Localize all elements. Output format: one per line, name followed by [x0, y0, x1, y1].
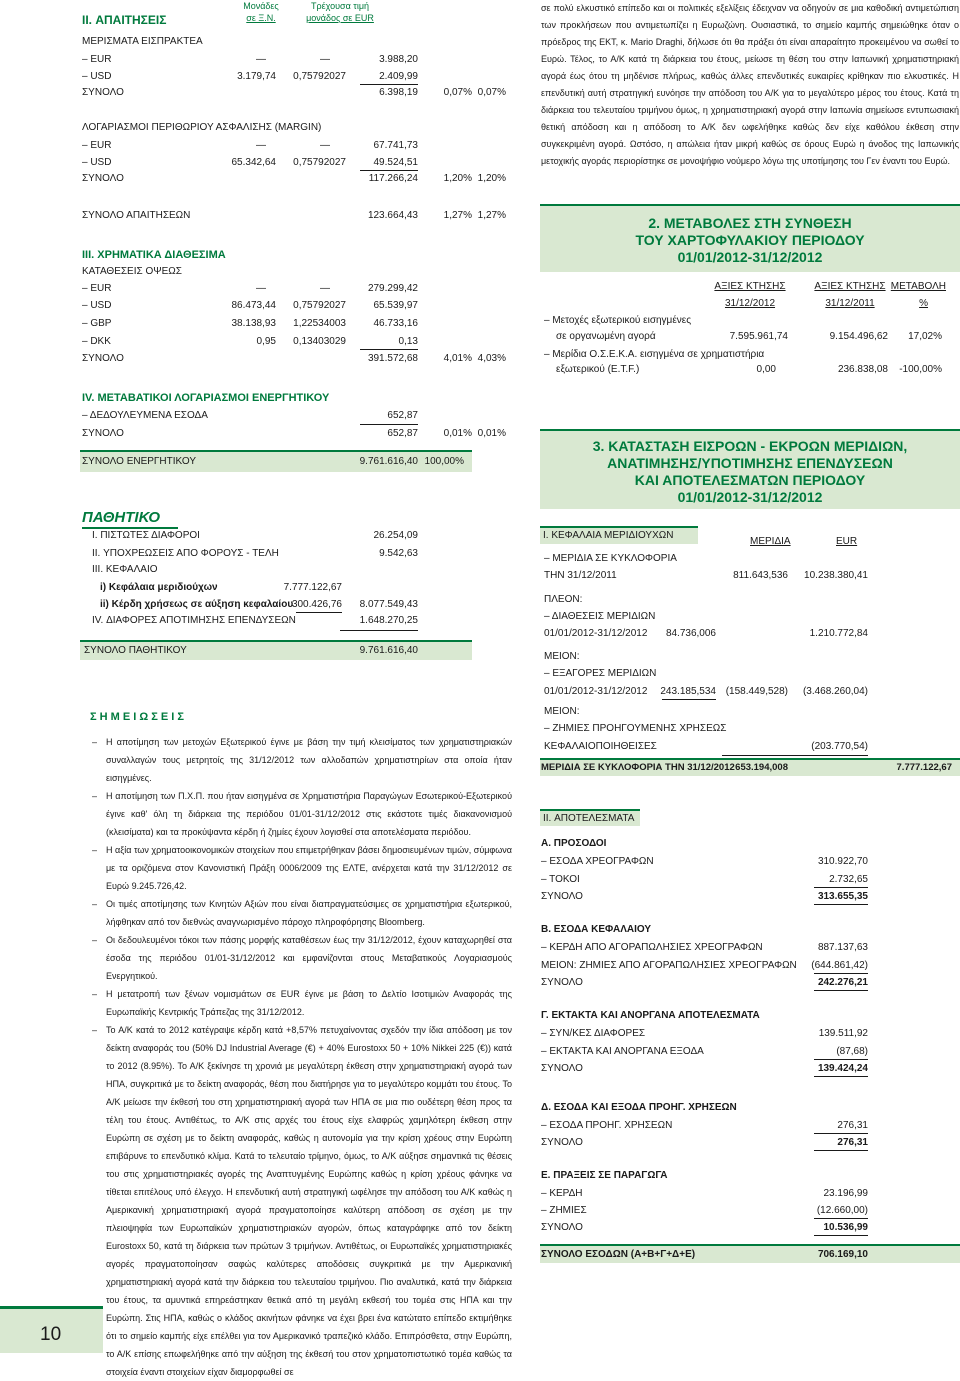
liab-iii-i-label: i) Κεφάλαια μεριδιούχων	[100, 582, 218, 593]
cell-price: 0,75792027	[293, 157, 346, 168]
liabilities-underline	[82, 527, 178, 529]
total-assets-label: ΣΥΝΟΛΟ ΕΝΕΡΓΗΤΙΚΟΥ	[82, 456, 197, 467]
cell-value: 2.732,65	[829, 874, 868, 885]
row-label: – EUR	[82, 54, 112, 65]
cell-value: 652,87	[387, 410, 418, 421]
row-label: ΠΛΕΟΝ:	[544, 594, 583, 605]
underline	[296, 612, 342, 613]
notes-title: Σ Η Μ Ε Ι Ω Σ Ε Ι Σ	[90, 711, 185, 723]
results-heading: Α. ΠΡΟΣΟΔΟΙ	[541, 838, 607, 849]
row-label: – Μερίδια Ο.Σ.Ε.Κ.Α. εισηγμένα σε χρηματιστήρια	[544, 349, 765, 360]
underline	[814, 1218, 868, 1219]
row-label: ΣΥΝΟΛΟ	[82, 87, 124, 98]
cell-pct: 0,01%	[477, 428, 506, 439]
final-shares-eur: 7.777.122,67	[896, 762, 952, 773]
band-top-line	[80, 450, 472, 452]
band-top-line	[80, 640, 472, 642]
note-item: – Η μετατροπή των ξένων νομισμάτων σε EUR έγινε με βάση το Δελτίο Ισοτιμιών Αναφοράς της Ευρωπαϊκής Κεντρικής Τράπεζας της 31/12/2012.	[92, 985, 512, 1021]
liab-iv-label: IV. ΔΙΑΦΟΡΕΣ ΑΠΟΤΙΜΗΣΗΣ ΕΠΕΝΔΥΣΕΩΝ	[92, 615, 296, 626]
row-label: ΣΥΝΟΛΟ	[82, 353, 124, 364]
cell-value: 117.266,24	[368, 173, 418, 184]
cell-price: 1,22534003	[293, 318, 346, 329]
cell-pct: 1,27%	[477, 210, 506, 221]
cell-value: 310.922,70	[817, 856, 868, 867]
cell-value: 8.077.549,43	[359, 599, 418, 610]
section3-title: 3. ΚΑΤΑΣΤΑΣΗ ΕΙΣΡΟΩΝ - ΕΚΡΟΩΝ ΜΕΡΙΔΙΩΝ, ΑΝΑΤΙΜΗΣΗΣ/ΥΠΟΤΙΜΗΣΗΣ ΕΠΕΝΔΥΣΕΩΝ ΚΑΙ ΑΠΟΤΕΛΕΣΜΑΤΩΝ ΠΕΡΙΟΔΟΥ 01/01/2012-31/12/2012	[592, 438, 908, 505]
cell-value: 26.254,09	[373, 530, 418, 541]
band-top-line	[540, 758, 960, 760]
cell-value: 46.733,16	[373, 318, 418, 329]
underline	[814, 1150, 868, 1151]
cell-pct: 1,27%	[443, 210, 472, 221]
cell-price: —	[320, 54, 330, 65]
row-label: – ΔΕΔΟΥΛΕΥΜΕΝΑ ΕΣΟΔΑ	[82, 410, 208, 421]
cell-value: (87,68)	[836, 1046, 868, 1057]
results-heading: Δ. ΕΣΟΔΑ ΚΑΙ ΕΞΟΔΑ ΠΡΟΗΓ. ΧΡΗΣΕΩΝ	[541, 1102, 737, 1113]
cell-pct: 1,20%	[477, 173, 506, 184]
row-label: – GBP	[82, 318, 112, 329]
band-top-line	[540, 526, 698, 528]
row-label: ΣΥΝΟΛΟ	[82, 173, 124, 184]
cell-value: (158.449,528)	[725, 686, 788, 697]
underline	[360, 170, 418, 171]
grand-total-label: ΣΥΝΟΛΟ ΕΣΟΔΩΝ (Α+Β+Γ+Δ+Ε)	[541, 1249, 696, 1260]
row-label: ΜΕΙΟΝ: ΖΗΜΙΕΣ ΑΠΟ ΑΓΟΡΑΠΩΛΗΣΙΕΣ ΧΡΕΟΓΡΑΦΩΝ	[541, 960, 797, 971]
underline	[814, 1235, 868, 1236]
cell-pct: 0,07%	[443, 87, 472, 98]
total-liabilities-value: 9.761.616,40	[359, 645, 418, 656]
cell-total: 313.655,35	[817, 891, 868, 902]
cell-pct: 0,01%	[443, 428, 472, 439]
note-item: – Η αποτίμηση των Π.Χ.Π. που ήταν εισηγμένα σε Χρηματιστήρια Παραγώγων Εσωτερικού-Εξωτερικού έγινε καθ' όλη τη διάρκεια της περιόδου 01/01-31/12/2012 στις εκάστοτε τιμές διακανονισμού (κλεισίματα) και τα προκύψαντα κέρδη ή ζημίες έχουν λογισθεί στα αποτελέσματα περιόδου.	[92, 787, 512, 841]
cell-value: 0,13	[398, 336, 418, 347]
cell-value: 300.426,76	[291, 599, 342, 610]
liab-iii-label: III. ΚΕΦΑΛΑΙΟ	[92, 564, 158, 575]
cell-total: 242.276,21	[817, 977, 868, 988]
row-label: σε οργανωμένη αγορά	[556, 331, 656, 342]
liab-iii-ii-label: ii) Κέρδη χρήσεως σε αύξηση κεφαλαίου	[100, 599, 294, 610]
col-head-cost-2012: ΑΞΙΕΣ ΚΤΗΣΗΣ	[714, 281, 786, 292]
page-number: 10	[40, 1324, 62, 1345]
cell-price: —	[320, 140, 330, 151]
cell-value: 276,31	[837, 1120, 868, 1131]
row-label: – ΖΗΜΙΕΣ	[541, 1205, 587, 1216]
row-label: ΚΕΦΑΛΑΙΟΠΟΙΗΘΕΙΣΕΣ	[544, 741, 657, 752]
row-label: ΣΥΝΟΛΟ	[541, 1063, 583, 1074]
cell-price: —	[320, 283, 330, 294]
underline	[360, 84, 418, 85]
note-item: – Η αξία των χρηματοοικονομικών στοιχείων που επιμετρήθηκαν βάσει δημοσιευμένων τιμών, σύμφωνα με τα οριζόμενα στον Κανονιστική Πράξη 0006/2009 της ΕΛΤΕ, ανέρχεται κατά την 31/12/2012 σε Ευρώ 9.245.726,42.	[92, 841, 512, 895]
col-units-header: Μονάδες σε Ξ.Ν.	[243, 1, 279, 23]
band-top-line	[540, 429, 960, 431]
underline	[814, 1076, 868, 1077]
row-label: ΜΕΙΟΝ:	[544, 651, 580, 662]
cell-value: 279.299,42	[367, 283, 418, 294]
cell-value: 391.572,68	[367, 353, 418, 364]
underline	[360, 424, 418, 425]
row-label-total-receivables: ΣΥΝΟΛΟ ΑΠΑΙΤΗΣΕΩΝ	[82, 210, 191, 221]
band-top-line	[540, 809, 640, 811]
underline	[360, 349, 418, 350]
liab-i-label: I. ΠΙΣΤΩΤΕΣ ΔΙΑΦΟΡΟΙ	[92, 530, 200, 541]
cell-value: 139.511,92	[818, 1028, 868, 1039]
underline	[814, 990, 868, 991]
cell-value: 887.137,63	[817, 942, 868, 953]
cell-value: 67.741,73	[373, 140, 418, 151]
cell-value: (203.770,54)	[811, 741, 868, 752]
row-label: – ΕΚΤΑΚΤΑ ΚΑΙ ΑΝΟΡΓΑΝΑ ΕΞΟΔΑ	[541, 1046, 704, 1057]
underline	[722, 755, 868, 756]
cell-value: 7.595.961,74	[729, 331, 788, 342]
cell-units: 3.179,74	[237, 71, 276, 82]
band-top-line	[540, 1244, 960, 1246]
row-label: – ΣΥΝ/ΚΕΣ ΔΙΑΦΟΡΕΣ	[541, 1028, 646, 1039]
cell-value: 6.398,19	[379, 87, 418, 98]
row-label: – ΚΕΡΔΗ ΑΠΟ ΑΓΟΡΑΠΩΛΗΣΙΕΣ ΧΡΕΟΓΡΑΦΩΝ	[541, 942, 763, 953]
cell-price: 0,13403029	[293, 336, 346, 347]
row-label: ΣΥΝΟΛΟ	[541, 891, 583, 902]
row-label: – ΕΣΟΔΑ ΧΡΕΟΓΡΑΦΩΝ	[541, 856, 654, 867]
row-label: ΜΕΙΟΝ:	[544, 706, 580, 717]
col-head-units: ΜΕΡΙΔΙΑ	[750, 536, 791, 547]
cell-price: 0,75792027	[293, 71, 346, 82]
grand-total-value: 706.169,10	[817, 1249, 868, 1260]
cell-value: 236.838,08	[837, 364, 888, 375]
cell-units: 65.342,64	[231, 157, 276, 168]
col-date: 31/12/2011	[825, 298, 875, 309]
results-heading: Ε. ΠΡΑΞΕΙΣ ΣΕ ΠΑΡΑΓΩΓΑ	[541, 1170, 668, 1181]
cell-value: 1.648.270,25	[359, 615, 418, 626]
cell-value: 0,00	[756, 364, 776, 375]
col-price-header: Τρέχουσα τιμή μονάδος σε EUR	[306, 1, 374, 23]
cell-total: 139.424,24	[817, 1063, 868, 1074]
row-label: – USD	[82, 71, 112, 82]
row-label: ΣΥΝΟΛΟ	[541, 1222, 583, 1233]
cell-units: 38.138,93	[231, 318, 276, 329]
cell-price: 0,75792027	[293, 300, 346, 311]
cell-units: —	[256, 54, 266, 65]
row-label: – ΔΙΑΘΕΣΕΙΣ ΜΕΡΙΔΙΩΝ	[544, 611, 656, 622]
underline	[662, 699, 716, 700]
cell-value: 2.409,99	[379, 71, 418, 82]
row-label: – ΜΕΡΙΔΙΑ ΣΕ ΚΥΚΛΟΦΟΡΙΑ	[544, 553, 677, 564]
col-date: 31/12/2012	[724, 298, 776, 309]
total-assets-pct: 100,00%	[424, 456, 464, 467]
cell-value: -100,00%	[899, 364, 942, 375]
section-title-cash: III. ΧΡΗΜΑΤΙΚΑ ΔΙΑΘΕΣΙΜΑ	[82, 249, 226, 261]
row-label: – EUR	[82, 140, 112, 151]
total-assets-value: 9.761.616,40	[359, 456, 418, 467]
cell-value: 652,87	[387, 428, 418, 439]
subheading-dividends: ΜΕΡΙΣΜΑΤΑ ΕΙΣΠΡΑΚΤΕΑ	[82, 36, 203, 47]
cell-pct: 0,07%	[477, 87, 506, 98]
cell-value: (12.660,00)	[816, 1205, 868, 1216]
row-label: ΤΗΝ 31/12/2011	[544, 570, 617, 581]
underline	[814, 904, 868, 905]
row-label: – ΕΣΟΔΑ ΠΡΟΗΓ. ΧΡΗΣΕΩΝ	[541, 1120, 673, 1131]
row-label: – Μετοχές εξωτερικού εισηγμένες	[544, 315, 692, 326]
liab-ii-label: II. ΥΠΟΧΡΕΩΣΕΙΣ ΑΠΟ ΦΟΡΟΥΣ - ΤΕΛΗ	[92, 548, 279, 559]
cell-units: 86.473,44	[231, 300, 276, 311]
cell-pct: 4,03%	[477, 353, 506, 364]
row-label: – ΚΕΡΔΗ	[541, 1188, 583, 1199]
results-heading: Β. ΕΣΟΔΑ ΚΕΦΑΛΑΙΟΥ	[541, 924, 652, 935]
section-title-receivables: II. ΑΠΑΙΤΗΣΕΙΣ	[82, 13, 167, 27]
note-item: – Οι τιμές αποτίμησης των Κινητών Αξιών που είναι διαπραγματεύσιμες σε χρηματιστήρια εξωτερικού, λήφθηκαν από τον διεθνώς αναγνωρισμένο πάροχο πληροφόρησης Bloomberg.	[92, 895, 512, 931]
row-label: – USD	[82, 300, 112, 311]
row-label: – DKK	[82, 336, 111, 347]
col-date: %	[919, 298, 928, 309]
cell-value: (644.861,42)	[811, 960, 868, 971]
results-title: II. ΑΠΟΤΕΛΕΣΜΑΤΑ	[543, 813, 635, 824]
note-item: – Το Α/Κ κατά το 2012 κατέγραψε κέρδη κατά +8,57% πετυχαίνοντας σχεδόν την ίδια απόδοση με τον δείκτη αναφοράς του (50% DJ Industrial Average (€) + 40% Eurostoxx 50 + 10% Nikkei 225 (€)) κατά το 2012 (8.95%). Το Α/Κ ξεκίνησε τη χρονιά με μεγαλύτερη έκθεση στην χρηματιστηριακή αγορά των ΗΠΑ, συγκριτικά με το δείκτη αναφοράς, θέση που διατήρησε για το μεγαλύτερο κομμάτι του έτους. Το Α/Κ μείωσε την έκθεσή του στη χρηματιστηριακή αγορά των ΗΠΑ σε μια πιο ουδέτερη θέση προς τα τέλη του έτους. Αντιθέτως, το Α/Κ στις αρχές του έτους είχε ελαφρώς χαμηλότερη έκθεση στην Ευρώπη σε σχέση με το δείκτη αναφοράς, καθώς η αυτονομία για την κρίση χρέους στην Ευρώπη επιβάρυνε το επενδυτικό κλίμα. Κατά το τελευταίο τρίμηνο, όμως, το Α/Κ αύξησε σημαντικά τις θέσεις του στις χρηματιστηριακές αγορές της Αναπτυγμένης Ευρώπης καθώς η κρίση χρέους φάνηκε να τίθεται επιτέλους υπό έλεγχο. Η επενδυτική αυτή στρατηγική ωφέλησε την απόδοση του Α/Κ καθώς η Αμερικανική χρηματιστηριακή αγορά πραγματοποίησε καλύτερη απόδοση σε σχέση με την πλειοψηφία των Ευρωπαϊκών χρηματιστηριακών αγορών, όπως καταγράφηκε από τον δείκτη Eurostoxx 50, κατά τη διάρκεια των πρώτων 3 τριμήνων. Αντιθέτως, οι Ευρωπαϊκές χρηματιστηριακές αγορές πραγματοποίησαν σαφώς καλύτερες αποδόσεις συγκριτικά με την Αμερικανική χρηματιστηριακή αγορά κατά την διάρκεια του τελευταίου τριμήνου. Πιο αναλυτικά, κατά την διάρκεια του έτους, τα αμυντικά επηρεάστηκαν θετικά από τη μεγάλη εκθεσή του τομέα στις ΗΠΑ και την Ευρώπη. Στις ΗΠΑ, καθώς ο κλάδος ακινήτων φάνηκε να έχει βρει ένα κατώτατο επίπεδο εκτιμήθηκε ότι το σημείο καμπής είχε επέλθει για τον Αμερικανικό τραπεζικό κλάδο. Επιπρόσθετα, στην Ευρώπη, το Α/Κ επίσης επωφελήθηκε από την αύξηση της έκθεσή του στον χρηματοπιστωτικό τομέα καθώς τα στοιχεία έναντι στοιχείων είχαν διαμορφωθεί σε	[92, 1021, 512, 1381]
cell-value: 3.988,20	[379, 54, 418, 65]
note-item: – Οι δεδουλευμένοι τόκοι των πάσης μορφής καταθέσεων έως την 31/12/2012, έχουν καταχωρηθεί στα έσοδα της περιόδου 01/01-31/12/2012 και εμφανίζονται στους Μεταβατικούς Λογαριασμούς Ενεργητικού.	[92, 931, 512, 985]
cell-value: 65.539,97	[373, 300, 418, 311]
cell-value: 7.777.122,67	[283, 582, 342, 593]
final-shares-label: ΜΕΡΙΔΙΑ ΣΕ ΚΥΚΛΟΦΟΡΙΑ ΤΗΝ 31/12/2012	[541, 762, 735, 773]
cell-value: 9.154.496,62	[829, 331, 888, 342]
col-head-change: ΜΕΤΑΒΟΛΗ	[890, 281, 946, 292]
row-label: ΣΥΝΟΛΟ	[82, 428, 124, 439]
underline	[814, 1059, 868, 1060]
cell-pct: 1,20%	[443, 173, 472, 184]
underline	[814, 887, 868, 888]
cell-value: 10.238.380,41	[804, 570, 868, 581]
cell-pct: 4,01%	[443, 353, 472, 364]
row-label: – ΕΞΑΓΟΡΕΣ ΜΕΡΙΔΙΩΝ	[544, 668, 657, 679]
cell-units: 0,95	[256, 336, 276, 347]
row-label: – ΖΗΜΙΕΣ ΠΡΟΗΓΟΥΜΕΝΗΣ ΧΡΗΣΕΩΣ	[544, 723, 727, 734]
notes-list	[92, 733, 512, 1381]
cell-value: (3.468.260,04)	[802, 686, 868, 697]
total-liabilities-label: ΣΥΝΟΛΟ ΠΑΘΗΤΙΚΟΥ	[84, 645, 187, 656]
subheading-margin: ΛΟΓΑΡΙΑΣΜΟΙ ΠΕΡΙΘΩΡΙΟΥ ΑΣΦΑΛΙΣΗΣ (MARGIN)	[82, 122, 322, 133]
underline	[340, 630, 418, 631]
cell-value: 17,02%	[908, 331, 942, 342]
cell-units: —	[256, 140, 266, 151]
cell-total: 10.536,99	[823, 1222, 868, 1233]
cell-value: 23.196,99	[823, 1188, 868, 1199]
cell-value: 9.542,63	[379, 548, 418, 559]
underline	[814, 1133, 868, 1134]
results-heading: Γ. ΕΚΤΑΚΤΑ ΚΑΙ ΑΝΟΡΓΑΝΑ ΑΠΟΤΕΛΕΣΜΑΤΑ	[541, 1010, 760, 1021]
section2-title: 2. ΜΕΤΑΒΟΛΕΣ ΣΤΗ ΣΥΝΘΕΣΗ ΤΟΥ ΧΑΡΤΟΦΥΛΑΚΙΟΥ ΠΕΡΙΟΔΟΥ 01/01/2012-31/12/2012	[635, 215, 865, 265]
cell-value: 123.664,43	[367, 210, 418, 221]
capital-title: I. ΚΕΦΑΛΑΙΑ ΜΕΡΙΔΙΟΥΧΩΝ	[543, 530, 674, 541]
note-item: – Η αποτίμηση των μετοχών Εξωτερικού έγινε με βάση την τιμή κλεισίματος των χρηματιστηριακών συναλλαγών τους μετρητοίς της 31/12/2012 των αλλοδαπών χρηματιστηρίων στα οποία ήταν εισηγμένες.	[92, 733, 512, 787]
col-head-eur: EUR	[836, 536, 858, 547]
cell-value: 243.185,534	[660, 686, 716, 697]
row-label: 01/01/2012-31/12/2012	[544, 686, 648, 697]
subheading-deposits: ΚΑΤΑΘΕΣΕΙΣ ΟΨΕΩΣ	[82, 266, 182, 277]
row-label: ΣΥΝΟΛΟ	[541, 1137, 583, 1148]
section-title-transit: IV. ΜΕΤΑΒΑΤΙΚΟΙ ΛΟΓΑΡΙΑΣΜΟΙ ΕΝΕΡΓΗΤΙΚΟΥ	[82, 392, 330, 404]
col-head-cost-2011: ΑΞΙΕΣ ΚΤΗΣΗΣ	[814, 281, 886, 292]
row-label: – ΤΟΚΟΙ	[541, 874, 580, 885]
intro-paragraph: σε πολύ ελκυστικό επίπεδο και οι πολιτικές εξελίξεις έδειχναν να οδηγούν σε μια καθοδική αντιμετώπιση των προκλήσεων που αντιμετωπίζει η Ευρωζώνη. Ουσιαστικά, το σημείο καμπής σημειώθηκε όταν ο πρόεδρος της ΕΚΤ, κ. Mario Draghi, δήλωσε ότι θα πράξει ότι είναι απαραίτητο προκειμένου να σωθεί το Ευρώ. Τέλος, το Α/Κ κατά τη διάρκεια του έτους, μείωσε τη θέση του στην Ιαπωνική χρηματιστηριακή αγορά έως ότου τη μηδένισε πλήρως, καθώς άλλες επενδυτικές ευκαιρίες κρίθηκαν πιο ελκυστικές. Η επενδυτική αυτή στρατηγική ευνόησε την απόδοση του Α/Κ για το μεγαλύτερο μέρος του έτους. Κατά τη διάρκεια του τελευταίου τριμήνου όμως, η χρηματιστηριακή αγορά στην Ιαπωνία σημείωσε εντυπωσιακή θετική απόδοση και η απόδοση το Α/Κ δεν ωφελήθηκε καθώς δεν είχε καθόλου έκθεση στην συγκεκριμένη αγορά. Ωστόσο, η απώλεια ήταν μικρή καθώς σε όρους Ευρώ η άνοδος της Ιαπωνικής μετοχικής αγοράς περιορίστηκε σε μονοψήφιο νούμερο λόγω της υποτίμησης του Γεν έναντι του Ευρώ.	[541, 3, 959, 166]
cell-value: 1.210.772,84	[809, 628, 868, 639]
row-label: εξωτερικού (Ε.Τ.F.)	[556, 364, 640, 375]
band-top-line	[540, 204, 960, 206]
cell-total: 276,31	[837, 1137, 868, 1148]
row-label: – USD	[82, 157, 112, 168]
row-label: – EUR	[82, 283, 112, 294]
cell-units: —	[256, 283, 266, 294]
final-shares-units: 653.194,008	[735, 762, 788, 773]
cell-value: 49.524,51	[373, 157, 418, 168]
row-label: 01/01/2012-31/12/2012	[544, 628, 648, 639]
liabilities-title: ΠΑΘΗΤΙΚΟ	[82, 509, 160, 526]
underline	[814, 973, 868, 974]
row-label: ΣΥΝΟΛΟ	[541, 977, 583, 988]
cell-value: 84.736,006	[665, 628, 716, 639]
cell-value: 811.643,536	[733, 570, 788, 581]
